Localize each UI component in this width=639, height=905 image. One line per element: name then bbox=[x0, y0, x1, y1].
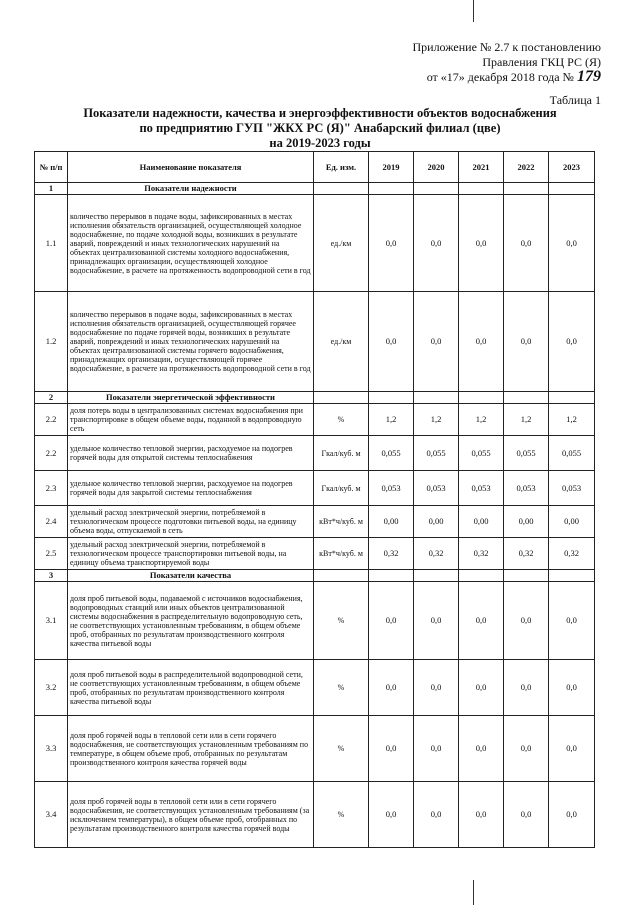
value-cell: 0,0 bbox=[549, 582, 595, 660]
table-row bbox=[35, 506, 595, 538]
value-cell: 0,055 bbox=[504, 436, 549, 471]
value-cell: 0,32 bbox=[459, 538, 504, 570]
scan-fold-mark-bottom bbox=[473, 880, 474, 905]
value-cell: 1,2 bbox=[504, 404, 549, 436]
value-cell: 0,0 bbox=[459, 582, 504, 660]
value-cell: 1,2 bbox=[549, 404, 595, 436]
col-year-header: 2022 bbox=[504, 152, 549, 183]
table-row bbox=[35, 471, 595, 506]
table-row bbox=[35, 195, 595, 292]
value-cell: 0,0 bbox=[459, 660, 504, 716]
value-cell: 0,00 bbox=[414, 506, 459, 538]
order-line bbox=[427, 68, 601, 86]
value-cell: 0,0 bbox=[504, 292, 549, 392]
table-row bbox=[35, 292, 595, 392]
indicators-table bbox=[34, 151, 595, 848]
unit-cell: Гкал/куб. м bbox=[314, 436, 369, 471]
value-cell: 0,0 bbox=[504, 195, 549, 292]
value-cell: 0,0 bbox=[369, 716, 414, 782]
indicator-name: удельное количество тепловой энергии, расходуемое на подогрев горячей воды для открытой системы теплоснабжения bbox=[68, 436, 314, 471]
value-cell: 0,32 bbox=[414, 538, 459, 570]
table-row bbox=[35, 436, 595, 471]
table-header-row bbox=[35, 152, 595, 183]
row-number: 2.2 bbox=[35, 404, 68, 436]
indicator-name: доля потерь воды в централизованных системах водоснабжения при транспортировке в общем объеме воды, поданной в водопроводную сеть bbox=[68, 404, 314, 436]
value-cell: 0,0 bbox=[369, 782, 414, 848]
indicator-name: доля проб горячей воды в тепловой сети или в сети горячего водоснабжения, не соответствующих установленным требованиям по температуре, в общем объеме проб, отобранных по результатам производственного контроля качества горячей воды bbox=[68, 716, 314, 782]
unit-cell: % bbox=[314, 782, 369, 848]
value-cell: 0,0 bbox=[414, 292, 459, 392]
unit-cell: % bbox=[314, 582, 369, 660]
value-cell: 0,00 bbox=[369, 506, 414, 538]
value-cell: 0,00 bbox=[549, 506, 595, 538]
row-number: 2.2 bbox=[35, 436, 68, 471]
value-cell: 0,0 bbox=[459, 292, 504, 392]
section-row bbox=[35, 183, 595, 195]
row-number: 1.2 bbox=[35, 292, 68, 392]
value-cell: 0,055 bbox=[414, 436, 459, 471]
col-name-header: Наименование показателя bbox=[68, 152, 314, 183]
col-num-header: № п/п bbox=[35, 152, 68, 183]
section-row bbox=[35, 392, 595, 404]
value-cell: 0,32 bbox=[504, 538, 549, 570]
value-cell: 0,0 bbox=[549, 660, 595, 716]
row-number: 3.4 bbox=[35, 782, 68, 848]
value-cell: 0,0 bbox=[549, 716, 595, 782]
value-cell: 0,053 bbox=[549, 471, 595, 506]
value-cell: 0,0 bbox=[414, 660, 459, 716]
value-cell: 0,0 bbox=[504, 582, 549, 660]
value-cell: 0,00 bbox=[459, 506, 504, 538]
row-number: 2.4 bbox=[35, 506, 68, 538]
row-number: 2.3 bbox=[35, 471, 68, 506]
title-line-2: по предприятию ГУП "ЖКХ РС (Я)" Анабарский филиал (цве) bbox=[139, 121, 501, 135]
table-row bbox=[35, 782, 595, 848]
unit-cell: кВт*ч/куб. м bbox=[314, 506, 369, 538]
indicator-name: доля проб питьевой воды в распределительной водопроводной сети, не соответствующих установленным требованиям, в общем объеме проб, отобранных по результатам производственного контроля качества питьевой воды bbox=[68, 660, 314, 716]
section-number: 3 bbox=[35, 570, 68, 582]
section-number: 2 bbox=[35, 392, 68, 404]
value-cell: 0,055 bbox=[369, 436, 414, 471]
unit-cell: кВт*ч/куб. м bbox=[314, 538, 369, 570]
value-cell: 0,0 bbox=[459, 716, 504, 782]
section-title: Показатели энергетической эффективности bbox=[68, 392, 314, 404]
indicator-name: удельный расход электрической энергии, потребляемой в технологическом процессе транспортировки питьевой воды, на единицу объема транспортируемой воды bbox=[68, 538, 314, 570]
value-cell: 0,00 bbox=[504, 506, 549, 538]
unit-cell: % bbox=[314, 716, 369, 782]
value-cell: 0,053 bbox=[369, 471, 414, 506]
value-cell: 0,0 bbox=[549, 782, 595, 848]
section-number: 1 bbox=[35, 183, 68, 195]
value-cell: 0,0 bbox=[504, 660, 549, 716]
value-cell: 0,0 bbox=[369, 660, 414, 716]
value-cell: 0,0 bbox=[414, 195, 459, 292]
value-cell: 0,0 bbox=[414, 716, 459, 782]
row-number: 3.3 bbox=[35, 716, 68, 782]
order-number: 179 bbox=[577, 68, 601, 85]
indicator-name: удельное количество тепловой энергии, расходуемое на подогрев горячей воды для закрытой системы теплоснабжения bbox=[68, 471, 314, 506]
unit-cell: ед./км bbox=[314, 292, 369, 392]
title-line-3: на 2019-2023 годы bbox=[269, 136, 371, 150]
value-cell: 0,0 bbox=[549, 292, 595, 392]
value-cell: 0,053 bbox=[459, 471, 504, 506]
value-cell: 0,0 bbox=[369, 582, 414, 660]
section-title: Показатели надежности bbox=[68, 183, 314, 195]
value-cell: 0,32 bbox=[369, 538, 414, 570]
col-year-header: 2020 bbox=[414, 152, 459, 183]
value-cell: 1,2 bbox=[459, 404, 504, 436]
col-year-header: 2021 bbox=[459, 152, 504, 183]
indicator-name: удельный расход электрической энергии, потребляемой в технологическом процессе подготовки питьевой воды, на единицу объема воды, отпускаемой в сеть bbox=[68, 506, 314, 538]
value-cell: 0,0 bbox=[414, 582, 459, 660]
table-row bbox=[35, 404, 595, 436]
value-cell: 0,0 bbox=[504, 716, 549, 782]
value-cell: 0,0 bbox=[504, 782, 549, 848]
col-year-header: 2019 bbox=[369, 152, 414, 183]
row-number: 3.2 bbox=[35, 660, 68, 716]
value-cell: 0,0 bbox=[459, 782, 504, 848]
value-cell: 0,0 bbox=[414, 782, 459, 848]
row-number: 2.5 bbox=[35, 538, 68, 570]
board-line: Правления ГКЦ РС (Я) bbox=[482, 55, 601, 69]
table-row bbox=[35, 582, 595, 660]
col-unit-header: Ед. изм. bbox=[314, 152, 369, 183]
order-date: от «17» декабря 2018 года № bbox=[426, 70, 574, 84]
value-cell: 0,055 bbox=[549, 436, 595, 471]
row-number: 3.1 bbox=[35, 582, 68, 660]
value-cell: 0,053 bbox=[414, 471, 459, 506]
indicator-name: количество перерывов в подаче воды, зафиксированных в местах исполнения обязательств организацией, осуществляющей горячее водоснабжение по подаче горячей воды, возникших в результате аварий, повреждений и иных технологических нарушений на объектах централизованной системы горячего водоснабжения, принадлежащих организации, осуществляющей горячее водоснабжение, в расчете на протяженность водопроводной сети в год bbox=[68, 292, 314, 392]
col-year-header: 2023 bbox=[549, 152, 595, 183]
section-row bbox=[35, 570, 595, 582]
value-cell: 0,32 bbox=[549, 538, 595, 570]
value-cell: 1,2 bbox=[369, 404, 414, 436]
value-cell: 0,0 bbox=[459, 195, 504, 292]
row-number: 1.1 bbox=[35, 195, 68, 292]
indicator-name: доля проб питьевой воды, подаваемой с источников водоснабжения, водопроводных станций или иных объектов централизованной системы водоснабжения в распределительную водопроводную сеть, не соответствующих установленным требованиям, в общем объеме проб, отобранных по результатам производственного контроля качества питьевой воды bbox=[68, 582, 314, 660]
table-row bbox=[35, 716, 595, 782]
unit-cell: Гкал/куб. м bbox=[314, 471, 369, 506]
value-cell: 1,2 bbox=[414, 404, 459, 436]
indicator-name: доля проб горячей воды в тепловой сети или в сети горячего водоснабжения, не соответствующих установленным требованиям (за исключением температуры), в общем объеме проб, отобранных по результатам производственного контроля качества горячей воды bbox=[68, 782, 314, 848]
table-row bbox=[35, 538, 595, 570]
unit-cell: ед./км bbox=[314, 195, 369, 292]
scan-fold-mark-top bbox=[473, 0, 474, 22]
table-label: Таблица 1 bbox=[549, 93, 601, 107]
title-line-1: Показатели надежности, качества и энергоэффективности объектов водоснабжения bbox=[83, 106, 557, 120]
unit-cell: % bbox=[314, 660, 369, 716]
value-cell: 0,0 bbox=[549, 195, 595, 292]
appendix-line: Приложение № 2.7 к постановлению bbox=[412, 40, 601, 54]
unit-cell: % bbox=[314, 404, 369, 436]
section-title: Показатели качества bbox=[68, 570, 314, 582]
indicator-name: количество перерывов в подаче воды, зафиксированных в местах исполнения обязательств организацией, осуществляющей холодное водоснабжение, по подаче холодной воды, возникших в результате аварий, повреждений и иных технологических нарушений на объектах централизованной системы холодного водоснабжения, принадлежащих организации, осуществляющей холодное водоснабжение, в расчете на протяженность водопроводной сети в год bbox=[68, 195, 314, 292]
table-row bbox=[35, 660, 595, 716]
value-cell: 0,0 bbox=[369, 195, 414, 292]
value-cell: 0,053 bbox=[504, 471, 549, 506]
value-cell: 0,0 bbox=[369, 292, 414, 392]
value-cell: 0,055 bbox=[459, 436, 504, 471]
